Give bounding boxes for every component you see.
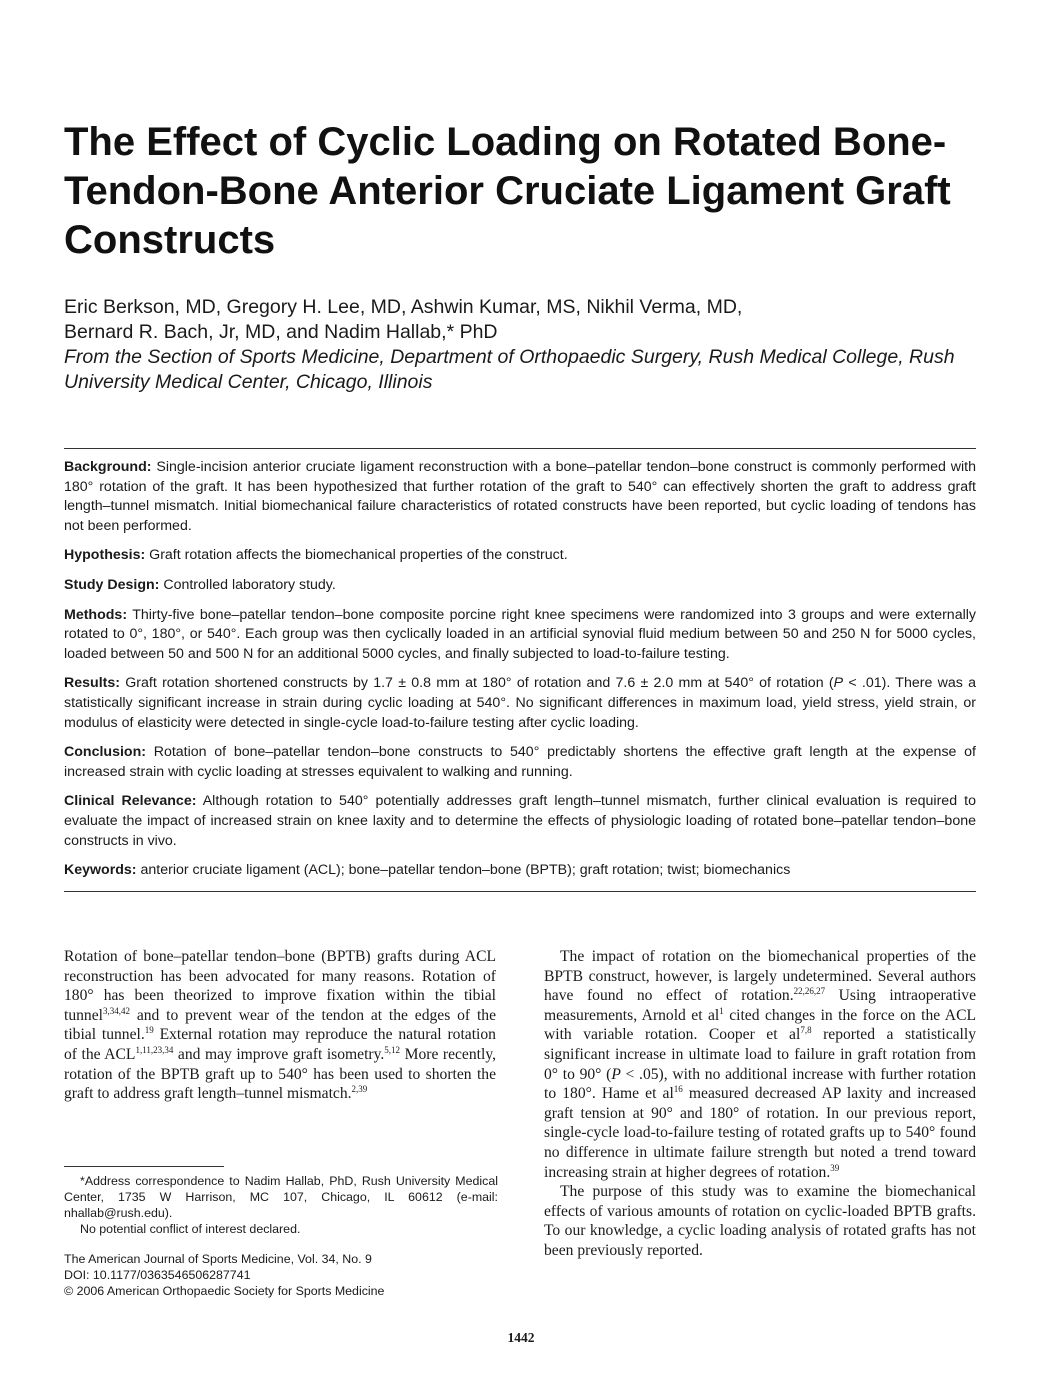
- conflict-footnote: No potential conflict of interest declared.: [80, 1222, 301, 1236]
- keywords-label: Keywords:: [64, 862, 137, 879]
- p-symbol: P: [611, 1065, 621, 1083]
- relevance-label: Clinical Relevance:: [64, 793, 197, 810]
- citation-ref: 5,12: [384, 1044, 401, 1055]
- journal-info: [64, 1251, 498, 1299]
- page-number: 1442: [507, 1330, 535, 1345]
- text-run: The impact of rotation on the biomechanical properties of the BPTB construct, however, is largely undetermined. Several authors have found no effect of rotation.: [544, 948, 976, 1005]
- citation-ref: 39: [830, 1162, 840, 1173]
- hypothesis-text: Graft rotation affects the biomechanical properties of the construct.: [149, 547, 568, 564]
- citation-ref: 22,26,27: [793, 986, 826, 997]
- citation-ref: 1,11,23,34: [135, 1044, 174, 1055]
- results-text-a: Graft rotation shortened constructs by 1.7 ± 0.8 mm at 180° of rotation and 7.6 ± 2.0 mm at 540° of rotation (: [125, 675, 834, 692]
- abstract-conclusion: [64, 743, 976, 782]
- body-right-column: [544, 947, 976, 1261]
- citation-ref: 1: [719, 1005, 724, 1016]
- abstract-hypothesis: [64, 546, 976, 566]
- footnote-rule: [64, 1166, 224, 1167]
- keywords-text: anterior cruciate ligament (ACL); bone–patellar tendon–bone (BPTB); graft rotation; twist; biomechanics: [140, 862, 791, 879]
- citation-ref: 7,8: [800, 1025, 812, 1036]
- journal-doi: DOI: 10.1177/0363546506287741: [64, 1268, 251, 1282]
- abstract-clinical-relevance: [64, 792, 976, 851]
- citation-ref: 2,39: [351, 1084, 368, 1095]
- methods-text: Thirty-five bone–patellar tendon–bone composite porcine right knee specimens were randomized into 3 groups and were externally rotated to 0°, 180°, or 540°. Each group was then cyclically loaded in an artificial synovial fluid medium between 50 and 250 N for 5000 cycles, loaded between 50 and 500 N for an additional 5000 cycles, and finally subjected to load-to-failure testing.: [64, 606, 976, 662]
- abstract-results: [64, 674, 976, 733]
- abstract-study-design: [64, 576, 976, 596]
- footnote: [64, 1173, 498, 1237]
- results-label: Results:: [64, 675, 120, 692]
- author-list: [64, 295, 984, 345]
- correspondence-footnote: *Address correspondence to Nadim Hallab, PhD, Rush University Medical Center, 1735 W Harrison, MC 107, Chicago, IL 60612 (e-mail: nhallab@rush.edu).: [64, 1174, 498, 1220]
- relevance-text: Although rotation to 540° potentially addresses graft length–tunnel mismatch, further clinical evaluation is required to evaluate the impact of increased strain on knee laxity and to determine the effects of physiologic loading of rotated bone–patellar tendon–bone constructs in vivo.: [64, 793, 976, 849]
- affiliation: From the Section of Sports Medicine, Department of Orthopaedic Surgery, Rush Medical College, Rush University Medical Center, Chicago, Illinois: [64, 346, 955, 393]
- abstract-top-rule: [64, 448, 976, 449]
- text-run: Rotation of bone–patellar tendon–bone (BPTB) grafts during ACL reconstruction has been advocated for many reasons. Rotation of 180° has been theorized to improve fixation within the tibial tunnel: [64, 948, 496, 1024]
- abstract-keywords: [64, 861, 976, 881]
- background-label: Background:: [64, 459, 152, 475]
- intro-paragraph-3: The purpose of this study was to examine the biomechanical effects of various amounts of rotation on cyclic-loaded BPTB grafts. To our knowledge, a cyclic loading analysis of rotated grafts has not been previously reported.: [544, 1183, 976, 1259]
- conclusion-label: Conclusion:: [64, 744, 146, 761]
- results-text-b: < .01). There was a statistically significant increase in strain during cyclic loading at 540°. No significant differences in maximum load, yield stress, yield strain, or modulus of elasticity were detected in single-cycle load-to-failure testing after cyclic loading.: [64, 675, 977, 731]
- text-run: < .05), with no additional increase with further rotation to 180°. Hame et al: [544, 1065, 976, 1103]
- authors-line-2: Bernard R. Bach, Jr, MD, and Nadim Hallab,* PhD: [64, 321, 498, 343]
- text-run: External rotation may reproduce the natural rotation of the ACL: [64, 1026, 496, 1063]
- intro-paragraph-1: [64, 947, 496, 1104]
- background-text: Single-incision anterior cruciate ligament reconstruction with a bone–patellar tendon–bone construct is commonly performed with 180° rotation of the graft. It has been hypothesized that further rotation of the graft to 540° can effectively shorten the graft to address graft length–tunnel mismatch. Initial biomechanical failure characteristics of rotated constructs have been reported, but cyclic loading of tendons has not been performed.: [64, 459, 976, 534]
- intro-paragraph-2: [544, 947, 976, 1182]
- text-run: More recently, rotation of the BPTB graft up to 540° has been used to shorten the graft to address graft length–tunnel mismatch.: [64, 1045, 496, 1103]
- text-run: and may improve graft isometry.: [173, 1045, 385, 1063]
- citation-ref: 16: [673, 1084, 683, 1095]
- conclusion-text: Rotation of bone–patellar tendon–bone constructs to 540° predictably shortens the effective graft length at the expense of increased strain with cyclic loading at stresses equivalent to walking and running.: [64, 744, 976, 780]
- design-text: Controlled laboratory study.: [163, 576, 336, 593]
- design-label: Study Design:: [64, 576, 160, 593]
- abstract-methods: [64, 606, 976, 665]
- authors-line-1: Eric Berkson, MD, Gregory H. Lee, MD, Ashwin Kumar, MS, Nikhil Verma, MD,: [64, 296, 743, 318]
- citation-ref: 3,34,42: [102, 1005, 130, 1016]
- journal-citation: The American Journal of Sports Medicine, Vol. 34, No. 9: [64, 1252, 372, 1266]
- article-title: The Effect of Cyclic Loading on Rotated Bone-Tendon-Bone Anterior Cruciate Ligament Graft Constructs: [64, 120, 951, 262]
- journal-copyright: © 2006 American Orthopaedic Society for Sports Medicine: [64, 1284, 385, 1298]
- abstract: [64, 458, 976, 891]
- body-left-column: [64, 947, 496, 1104]
- abstract-bottom-rule: [64, 891, 976, 892]
- text-run: cited changes in the force on the ACL with variable rotation. Cooper et al: [544, 1006, 976, 1044]
- text-run: measured decreased AP laxity and increased graft tension at 90° and 180° of rotation. In our previous report, single-cycle load-to-failure testing of rotated grafts up to 540° found no difference in ultimate failure strength but noted a trend toward increasing strain at higher degrees of rotation.: [544, 1085, 976, 1181]
- text-run: Using intraoperative measurements, Arnold et al: [544, 987, 976, 1024]
- hypothesis-label: Hypothesis:: [64, 547, 146, 564]
- text-run: reported a statistically significant increase in ultimate load to failure in graft rotation from 0° to 90° (: [544, 1026, 976, 1083]
- methods-label: Methods:: [64, 606, 128, 623]
- abstract-background: [64, 458, 976, 536]
- citation-ref: 19: [144, 1025, 154, 1036]
- text-run: and to prevent wear of the tendon at the edges of the tibial tunnel.: [64, 1006, 496, 1044]
- results-p-symbol: P: [833, 675, 844, 692]
